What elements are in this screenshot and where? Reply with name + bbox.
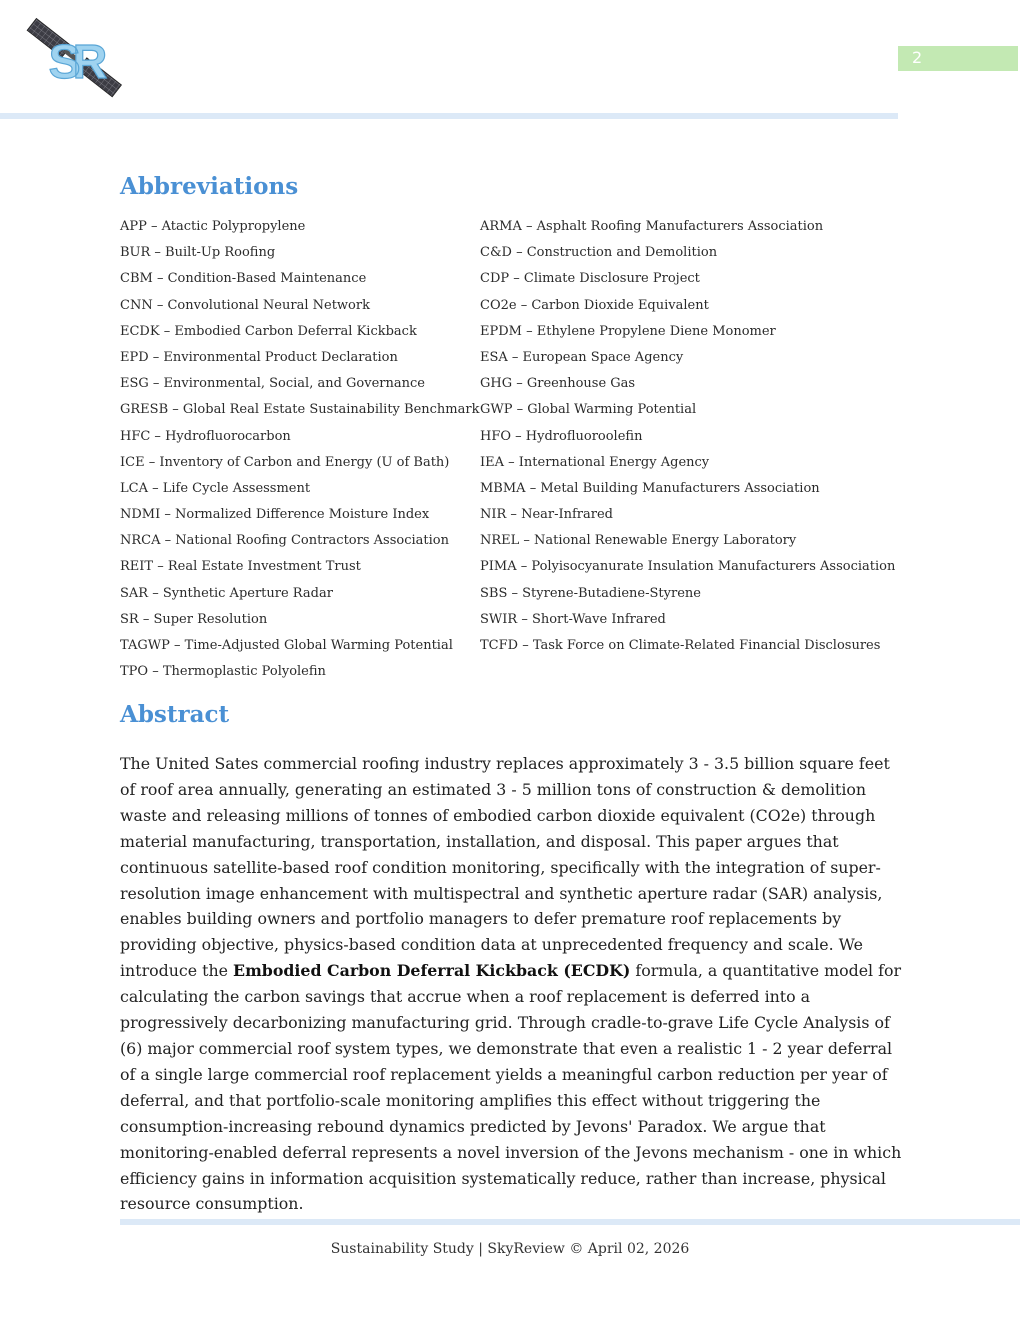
abbreviations-left-column xyxy=(120,218,479,689)
abbreviation-item: ESA – European Space Agency xyxy=(480,349,684,365)
abbreviation-item: BUR – Built-Up Roofing xyxy=(120,245,276,261)
abbreviation-item: CBM – Condition-Based Maintenance xyxy=(120,271,367,287)
abbreviation-item: SWIR – Short-Wave Infrared xyxy=(480,611,666,627)
abbreviation-item: ECDK – Embodied Carbon Deferral Kickback xyxy=(120,323,417,339)
abbreviation-item: SR – Super Resolution xyxy=(120,611,268,627)
abbreviations-heading: Abbreviations xyxy=(120,173,299,200)
abbreviation-item: ESG – Environmental, Social, and Governance xyxy=(120,376,425,392)
footer-text: Sustainability Study | SkyReview © April 02, 2026 xyxy=(330,1241,690,1257)
abbreviation-item: HFC – Hydrofluorocarbon xyxy=(120,428,291,444)
abbreviation-item: SBS – Styrene-Butadiene-Styrene xyxy=(480,585,701,601)
abbreviation-item: CO2e – Carbon Dioxide Equivalent xyxy=(480,297,709,313)
footer-rule xyxy=(120,1219,1020,1225)
abbreviation-item: ARMA – Asphalt Roofing Manufacturers Association xyxy=(480,219,824,234)
abbreviations-right-column xyxy=(480,218,895,663)
abbreviation-item: REIT – Real Estate Investment Trust xyxy=(120,559,361,575)
abstract-text-end: formula, a quantitative model for calculating the carbon savings that accrue when a roof replacement is deferred into a progressively decarbonizing manufacturing grid. Through cradle-to-grave Life Cycle Analysis of (6) major commercial roof system types, we demonstrate that even a realistic 1 - 2 year deferral of a single large commercial roof replacement yields a meaningful carbon reduction per year of deferral, and that portfolio-scale monitoring amplifies this effect without triggering the consumption-increasing rebound dynamics predicted by Jevons' Paradox. We argue that monitoring-enabled deferral represents a novel inversion of the Jevons mechanism - one in which efficiency gains in information acquisition systematically reduce, rather than increase, physical resource consumption. xyxy=(120,961,902,1214)
abstract-bold-term: Embodied Carbon Deferral Kickback (ECDK) xyxy=(233,961,631,981)
abbreviation-item: TPO – Thermoplastic Polyolefin xyxy=(120,664,326,680)
page-number: 2 xyxy=(912,48,923,67)
abbreviation-item: NRCA – National Roofing Contractors Association xyxy=(120,533,449,549)
page-number-box xyxy=(898,46,1018,71)
abbreviation-item: CDP – Climate Disclosure Project xyxy=(480,271,700,287)
abbreviation-item: IEA – International Energy Agency xyxy=(480,454,710,470)
abbreviation-item: C&D – Construction and Demolition xyxy=(480,245,718,261)
abbreviation-item: NREL – National Renewable Energy Laboratory xyxy=(480,533,797,549)
abbreviation-item: TCFD – Task Force on Climate-Related Financial Disclosures xyxy=(480,638,881,653)
abbreviation-item: EPD – Environmental Product Declaration xyxy=(120,349,398,365)
abbreviation-item: SAR – Synthetic Aperture Radar xyxy=(120,585,333,601)
abbreviation-item: GWP – Global Warming Potential xyxy=(480,402,697,418)
abbreviation-item: HFO – Hydrofluoroolefin xyxy=(480,428,643,444)
abbreviation-item: NIR – Near-Infrared xyxy=(480,507,614,523)
abbreviation-item: ICE – Inventory of Carbon and Energy (U of Bath) xyxy=(120,454,450,470)
abbreviation-item: CNN – Convolutional Neural Network xyxy=(120,297,370,313)
abbreviation-item: LCA – Life Cycle Assessment xyxy=(120,480,311,496)
abstract-heading: Abstract xyxy=(120,701,230,728)
abbreviation-item: PIMA – Polyisocyanurate Insulation Manufacturers Association xyxy=(480,559,896,575)
abbreviation-item: NDMI – Normalized Difference Moisture Index xyxy=(120,507,430,523)
abbreviation-item: GRESB – Global Real Estate Sustainability Benchmark xyxy=(120,402,480,418)
abbreviation-item: TAGWP – Time-Adjusted Global Warming Potential xyxy=(120,638,453,653)
abbreviation-item: EPDM – Ethylene Propylene Diene Monomer xyxy=(480,323,776,339)
abstract-text-start: The United Sates commercial roofing industry replaces approximately 3 - 3.5 billion square feet of roof area annually, generating an estimated 3 - 5 million tons of construction & demolition waste and releasing millions of tonnes of embodied carbon dioxide equivalent (CO2e) through material manufacturing, transportation, installation, and disposal. This paper argues that continuous satellite-based roof condition monitoring, specifically with the integration of super-resolution image enhancement with multispectral and synthetic aperture radar (SAR) analysis, enables building owners and portfolio managers to defer premature roof replacements by providing objective, physics-based condition data at unprecedented frequency and scale. We introduce the xyxy=(120,754,890,981)
header-rule xyxy=(0,113,898,119)
skyreview-logo xyxy=(26,16,122,100)
abbreviation-item: GHG – Greenhouse Gas xyxy=(480,376,636,392)
abstract-paragraph xyxy=(120,751,902,1217)
abbreviation-item: APP – Atactic Polypropylene xyxy=(120,219,306,234)
logo-letters: SR xyxy=(48,36,100,89)
abbreviation-item: MBMA – Metal Building Manufacturers Association xyxy=(480,480,820,496)
